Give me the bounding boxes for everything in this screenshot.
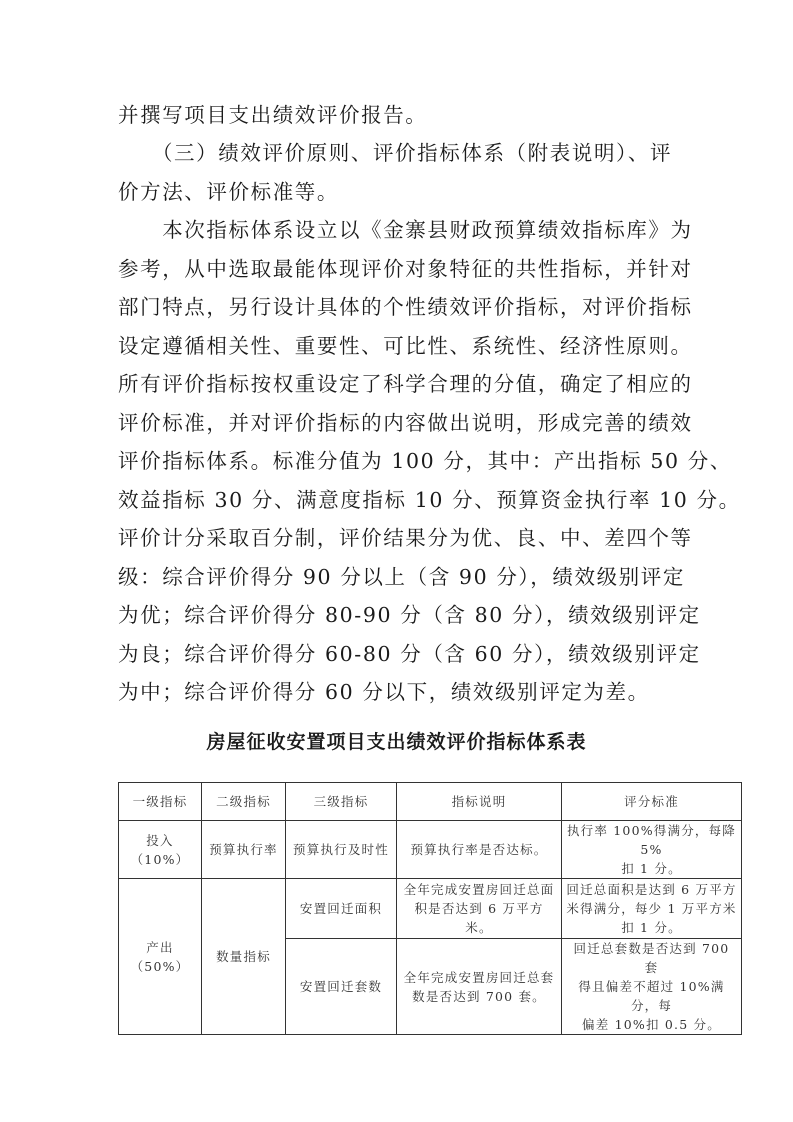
text-line: 效益指标 30 分、满意度指标 10 分、预算资金执行率 10 分。 [118,487,741,512]
text-line: 并撰写项目支出绩效评价报告。 [118,103,428,127]
cell-text: 得且偏差不超过 10%满分，每 [578,979,725,1013]
table-header-row [119,783,742,821]
text-line: 评价计分采取百分制，评价结果分为优、良、中、差四个等 [118,526,693,550]
cell-criteria [562,821,742,879]
cell-description [397,879,562,939]
cell-text: 数是否达到 700 套。 [412,988,546,1004]
cell-description [397,939,562,1035]
text-line: 设定遵循相关性、重要性、可比性、系统性、经济性原则。 [118,333,693,358]
cell-text: 扣 1 分。 [621,861,682,876]
cell-text: 预算执行率是否达标。 [410,842,548,857]
cell-text: 回迁总套数是否达到 700 套 [573,941,730,975]
header-level1: 一级指标 [119,783,202,821]
cell-level2: 预算执行率 [202,821,286,879]
header-criteria: 评分标准 [562,783,742,821]
text-line: 为良；综合评价得分 60-80 分（含 60 分），绩效级别评定 [118,641,701,666]
cell-level1: 投入（10%） [119,821,202,879]
paragraph-section-3-heading [118,134,678,211]
text-line: 参考，从中选取最能体现评价对象特征的共性指标，并针对 [118,256,693,281]
cell-text: 回迁总面积是达到 6 万平方 [566,882,737,897]
cell-level1: 产出（50%） [119,879,202,1035]
text-line: 本次指标体系设立以《金寨县财政预算绩效指标库》为 [118,218,693,242]
text-line: 评价指标体系。标准分值为 100 分，其中：产出指标 50 分、 [118,449,732,473]
text-line: 级：综合评价得分 90 分以上（含 90 分），绩效级别评定 [118,564,685,589]
indicator-table [118,782,742,1035]
text-line: 价方法、评价标准等。 [118,179,339,204]
cell-text: 全年完成安置房回迁总套 [403,969,555,985]
text-line: 评价标准，并对评价指标的内容做出说明，形成完善的绩效 [118,410,693,435]
header-description: 指标说明 [397,783,562,821]
cell-text: 执行率 100%得满分，每降 5% [566,823,736,857]
cell-level3: 预算执行及时性 [286,821,397,879]
table-title: 房屋征收安置项目支出绩效评价指标体系表 [206,731,587,753]
text-line: （三）绩效评价原则、评价指标体系（附表说明）、评 [118,141,673,165]
paragraph-report [118,96,678,135]
paragraph-indicator-system [118,211,741,712]
cell-text: 积是否达到 6 万平方米。 [414,901,544,935]
header-level3: 三级指标 [286,783,397,821]
cell-level3: 安置回迁面积 [286,879,397,939]
cell-criteria [562,939,742,1035]
cell-description [397,821,562,879]
text-line: 所有评价指标按权重设定了科学合理的分值，确定了相应的 [118,372,693,396]
table-row [119,879,742,939]
table-row [119,821,742,879]
header-level2: 二级指标 [202,783,286,821]
text-line: 部门特点，另行设计具体的个性绩效评价指标，对评价指标 [118,295,693,319]
cell-text: 扣 1 分。 [621,920,682,935]
text-line: 为优；综合评价得分 80-90 分（含 80 分），绩效级别评定 [118,603,701,627]
cell-level2: 数量指标 [202,879,286,1035]
text-line: 为中；综合评价得分 60 分以下，绩效级别评定为差。 [118,680,650,704]
cell-text: 偏差 10%扣 0.5 分。 [582,1017,721,1032]
cell-text: 米得满分，每少 1 万平方米 [566,901,737,916]
cell-level3: 安置回迁套数 [286,939,397,1035]
cell-text: 全年完成安置房回迁总面 [403,882,555,897]
cell-criteria [562,879,742,939]
